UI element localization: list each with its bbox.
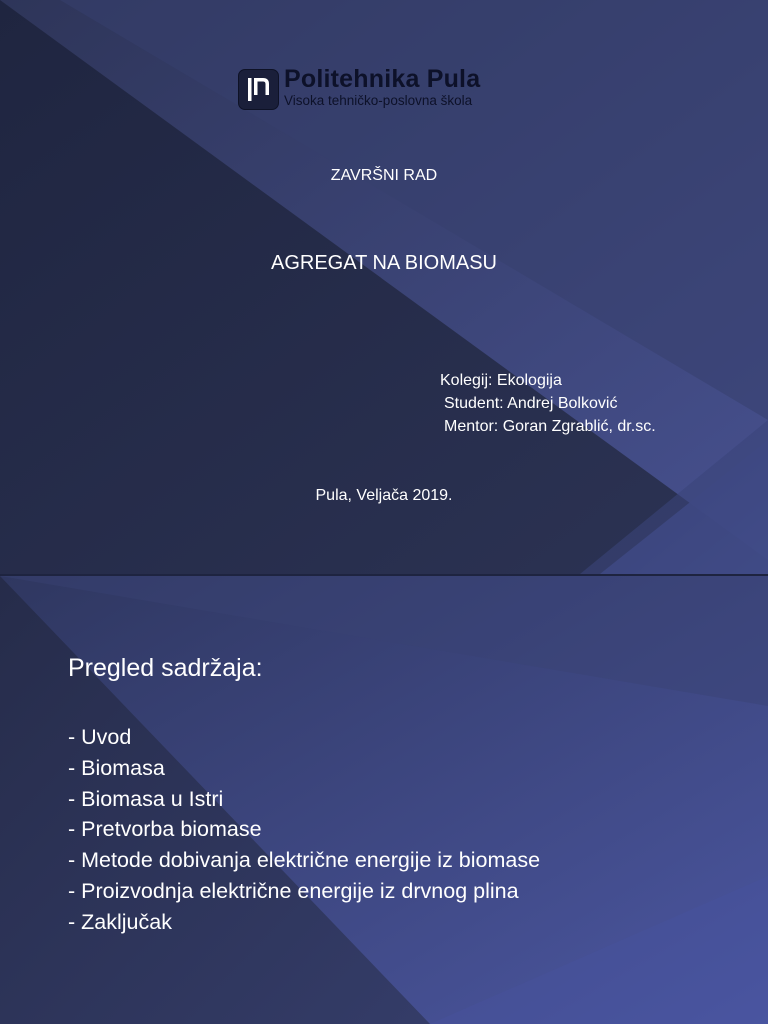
- place-date: Pula, Veljača 2019.: [315, 487, 453, 504]
- contents-heading: Pregled sadržaja:: [68, 654, 263, 682]
- list-item: - Uvod: [68, 725, 132, 749]
- list-item: - Metode dobivanja električne energije iz biomase: [68, 848, 541, 873]
- politehnika-logo-icon: [238, 69, 279, 110]
- list-item: - Pretvorba biomase: [68, 817, 262, 842]
- list-item: - Proizvodnja električne energije iz drvnog plina: [68, 878, 519, 903]
- student-line: Student: Andrej Bolković: [444, 395, 618, 412]
- contents-slide: [0, 576, 768, 1024]
- mentor-line: Mentor: Goran Zgrablić, dr.sc.: [444, 418, 656, 435]
- list-item: - Biomasa: [68, 755, 165, 780]
- thesis-type: ZAVRŠNI RAD: [330, 167, 438, 184]
- course-line: Kolegij: Ekologija: [440, 372, 562, 389]
- logo-name: Politehnika Pula: [284, 65, 481, 93]
- logo-subtitle: Visoka tehničko-poslovna škola: [284, 93, 473, 108]
- list-item: - Zaključak: [68, 909, 172, 934]
- contents-list: [68, 722, 540, 938]
- list-item: - Biomasa u Istri: [68, 786, 224, 811]
- thesis-title: AGREGAT NA BIOMASU: [271, 252, 497, 274]
